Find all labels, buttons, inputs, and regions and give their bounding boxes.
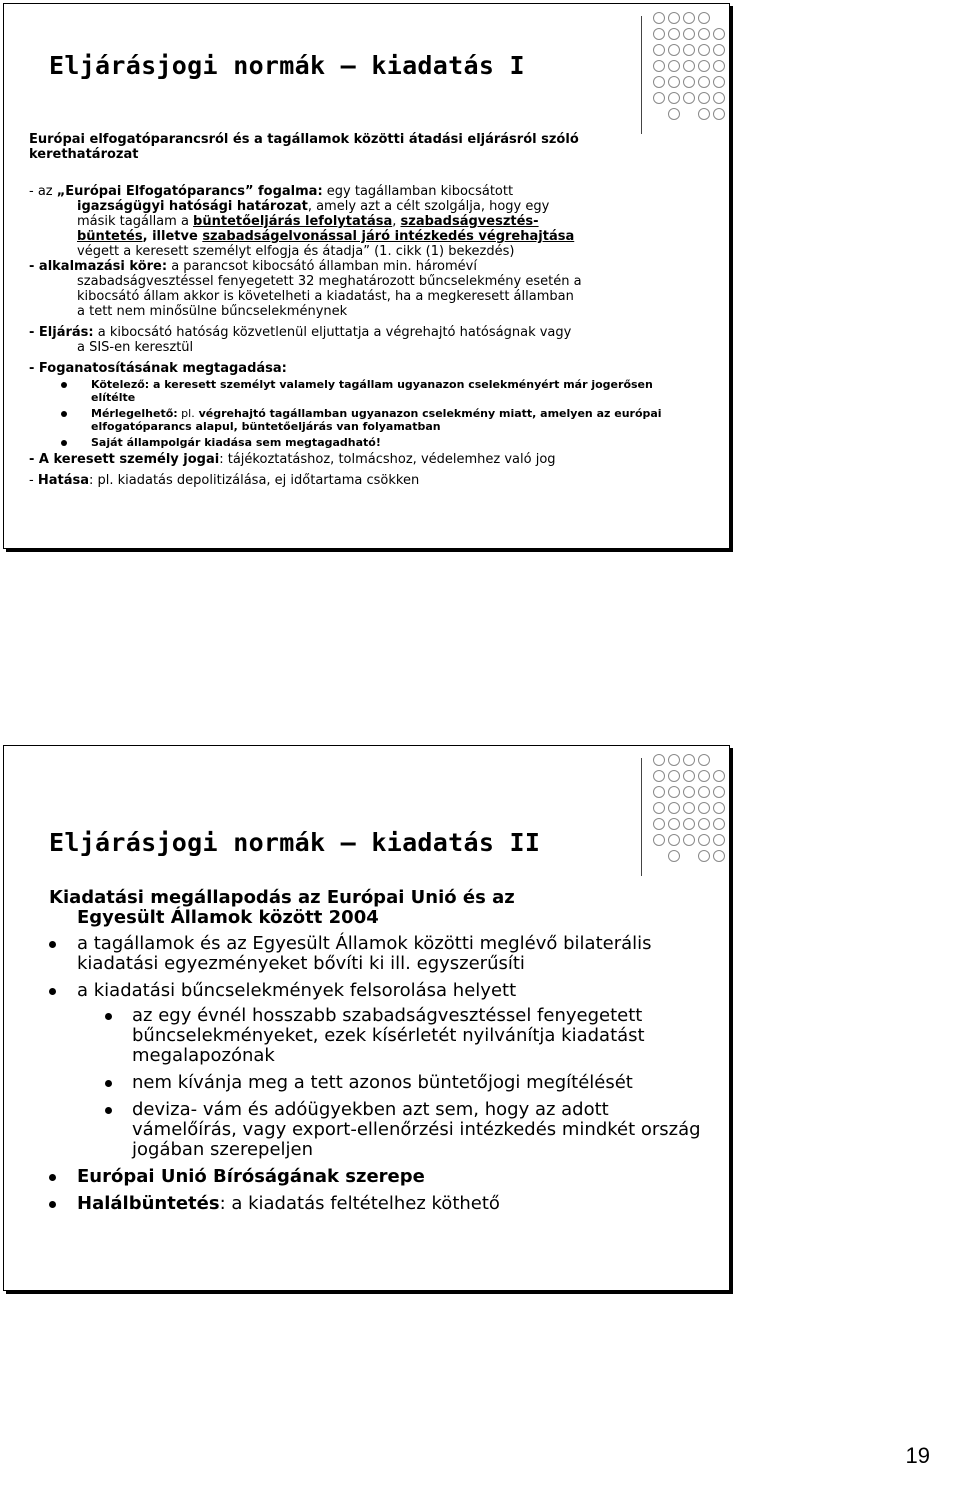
section-heading: Európai elfogatóparancsról és a tagállamok közötti átadási eljárásról szóló kerethatározat [29, 132, 579, 162]
divider-line [641, 758, 642, 876]
paragraph-rights: - A keresett személy jogai: tájékoztatáshoz, tolmácshoz, védelemhez való jog [29, 452, 556, 467]
list-item: deviza- vám és adóügyekben azt sem, hogy az adott vámelőírás, vagy export-ellenőrzési intézkedés mindkét ország jogában szerepeljen [77, 1100, 709, 1160]
list-item: a tagállamok és az Egyesült Államok közötti meglévő bilaterális kiadatási egyezményeket bővíti ki ill. egyszerűsíti [49, 934, 709, 974]
sub-list [77, 1006, 709, 1160]
main-list [49, 934, 709, 1214]
paragraph-scope: - alkalmazási köre: a parancsot kibocsátó államban min. hároméví [29, 259, 477, 274]
paragraph-refusal: - Foganatosításának megtagadása: [29, 361, 287, 376]
list-item: a kiadatási bűncselekmények felsorolása helyett az egy évnél hosszabb szabadságvesztéssel fenyegetett bűncselekményeket, ezek kísérletét nyilvánítja kiadatást megalapozónak nem kívánja meg a tett azonos büntetőjogi megítélését deviza- vám és adóügyekben azt sem, hogy az adott vámelőírás, vagy export-ellenőrzési intézkedés mindkét ország jogában szerepeljen [49, 981, 709, 1160]
list-item: az egy évnél hosszabb szabadságvesztéssel fenyegetett bűncselekményeket, ezek kísérletét nyilvánítja kiadatást megalapozónak [77, 1006, 709, 1066]
list-item: Mérlegelhető: pl. végrehajtó tagállamban ugyanazon cselekmény miatt, amelyen az európai elfogatóparancs alapul, büntetőeljárás van folyamatban [61, 407, 679, 433]
circle-grid-icon [653, 12, 728, 124]
slide-title: Eljárásjogi normák – kiadatás I [49, 51, 525, 80]
slide-title: Eljárásjogi normák – kiadatás II [49, 828, 541, 857]
list-item: nem kívánja meg a tett azonos büntetőjogi megítélését [77, 1073, 709, 1093]
list-item: Európai Unió Bíróságának szerepe [49, 1167, 709, 1187]
section-heading: Kiadatási megállapodás az Európai Unió és az Egyesült Államok között 2004 [49, 887, 515, 928]
divider-line [641, 16, 642, 134]
list-item: Saját állampolgár kiadása sem megtagadható! [61, 436, 679, 449]
list-item: Halálbüntetés: a kiadatás feltételhez köthető [49, 1194, 709, 1214]
slide-1 [3, 3, 730, 549]
slide-body [49, 888, 709, 1221]
paragraph-effect: - Hatása: pl. kiadatás depolitizálása, ej időtartama csökken [29, 473, 420, 488]
circle-grid-icon [653, 754, 728, 866]
refusal-list [29, 378, 679, 449]
slide-body: Európai elfogatóparancsról és a tagállamok közötti átadási eljárásról szóló kerethatározat - az „Európai Elfogatóparancs” fogalma: egy tagállamban kibocsátott igazságügyi hatósági határozat, amely azt a célt szolgálja, hogy egy másik tagállam a büntetőeljárás lefolytatása, szabadságvesztés- büntetés, illetve szabadságelvonással járó intézkedés végrehajtása végett a keresett személyt elfogja és átadja” (1. cikk (1) bekezdés) - alkalmazási köre: a parancsot kibocsátó államban min. hároméví szabadságvesztéssel fenyegetett 32 meghatározott bűncselekmény esetén a kibocsátó állam akkor is követelheti a kiadatást, ha a megkeresett államban a tett nem minősülne bűncselekménynek - Eljárás: a kibocsátó hatóság közvetlenül eljuttatja a végrehajtó hatóságnak vagy a SIS-en keresztül - Foganatosításának megtagadása: Kötelező: a keresett személyt valamely tagállam ugyanazon cselekményért már jogerősen elítélte Mérlegelhető: pl. végrehajtó tagállamban ugyanazon cselekmény miatt, amelyen az európai elfogatóparancs alapul, büntetőeljárás van folyamatban Saját állampolgár kiadása sem megtagadható! - A keresett személy jogai: tájékoztatáshoz, tolmácshoz, védelemhez való jog - Hatása: pl. kiadatás depolitizálása, ej időtartama csökken [29, 132, 679, 488]
slide-2 [3, 745, 730, 1291]
paragraph-procedure: - Eljárás: a kibocsátó hatóság közvetlenül eljuttatja a végrehajtó hatóságnak vagy [29, 325, 572, 340]
list-item: Kötelező: a keresett személyt valamely tagállam ugyanazon cselekményért már jogerősen elítélte [61, 378, 679, 404]
paragraph-definition: - az „Európai Elfogatóparancs” fogalma: egy tagállamban kibocsátott [29, 184, 514, 199]
page-number: 19 [905, 1443, 930, 1468]
